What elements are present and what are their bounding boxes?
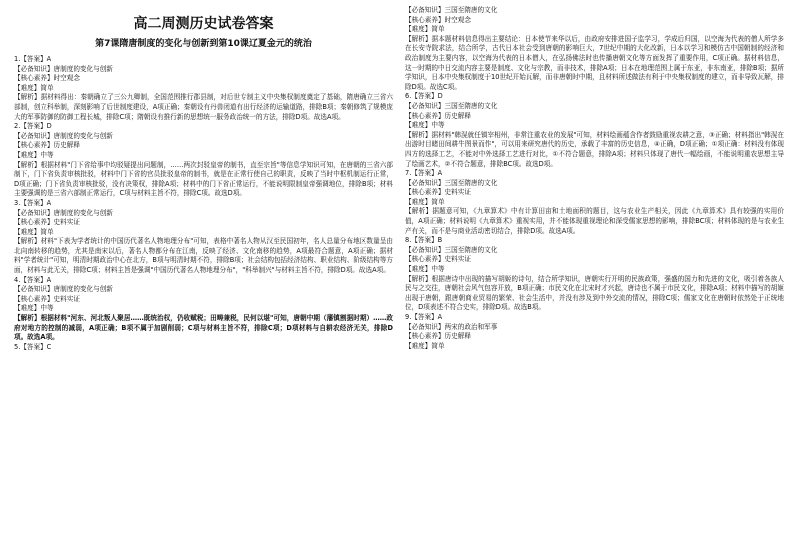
knowledge-line: 【必备知识】唐制度的变化与创新 bbox=[14, 64, 113, 73]
literacy-line: 【核心素养】史料实证 bbox=[405, 188, 471, 197]
literacy-line: 【核心素养】史料实证 bbox=[405, 255, 471, 264]
page-subtitle: 第7课隋唐制度的变化与创新到第10课辽夏金元的统治 bbox=[95, 39, 312, 49]
analysis-paragraph: 【解析】据本题材料信息得出主要结论：日本使节来华以后，由政府安排进国子监学习，学成后归国，以空海为代表的僧人所学多在长安寺院求法，结合所学，古代日本社会受到唐朝的影响巨大，7世纪中期的大化改新，日本以学习和模仿古中国朝制的经济和政治制度为主要内容，以空海为代表的日本僧人，在弘扬佛法时也传播唐朝文化等方面发挥了重要作用，C项正确。据材料信息，这一时期的中日交流内容主要是制度、文化与宗教，而非技术，排除A项；日本在地理范围上属于东亚，非东南亚，排除B项；据所学知识，日本中央集权制度于10世纪开始瓦解，而非唐朝时中期，且材料所述做法有利于中央集权制度的建立，而非导致瓦解，排除D项。故选C项。 bbox=[405, 34, 784, 91]
analysis-paragraph: 【解析】据题意可知，《九章算术》中有计算田亩和土地面积的题目，这与农业生产相关，因此《九章算术》具有较强的实用价值，A项正确；材料说明《九章算术》重视实用，并不能体现重视理论和深受儒家思想的影响，排除BC项；材料体现的是与农业生产有关，而不是与商业活动密切结合，排除D项。故选A项。 bbox=[405, 207, 784, 235]
literacy-line: 【核心素养】历史解释 bbox=[405, 332, 471, 341]
knowledge-line: 【必备知识】三国至隋唐的文化 bbox=[405, 6, 498, 14]
question-block-5 bbox=[14, 343, 393, 353]
knowledge-line: 【必备知识】唐制度的变化与创新 bbox=[14, 285, 113, 294]
answer-line: 4.【答案】A bbox=[14, 275, 52, 284]
difficulty-line: 【难度】简单 bbox=[14, 83, 54, 92]
literacy-line: 【核心素养】史料实证 bbox=[14, 218, 80, 227]
difficulty-line: 【难度】简单 bbox=[405, 197, 445, 206]
literacy-line: 【核心素养】史料实证 bbox=[14, 294, 80, 303]
answer-line: 5.【答案】C bbox=[14, 342, 52, 351]
answer-line: 7.【答案】A bbox=[405, 169, 443, 178]
literacy-line: 【核心素养】时空观念 bbox=[405, 15, 471, 24]
analysis-paragraph: 【解析】根据材料"河东、河北叛人聚居……既统治权，仍收赋税；田畴兼税，民何以堪"可知，唐朝中期（藩镇割据时期）……政府对地方的控制的减弱，A项正确；B项不属于加剧削弱；C项与材料主旨不符，排除C项；D项材料与自耕农经济无关，排除D项。故选A项。 bbox=[14, 314, 393, 342]
answer-line: 2.【答案】D bbox=[14, 122, 52, 131]
literacy-line: 【核心素养】历史解释 bbox=[14, 141, 80, 150]
difficulty-line: 【难度】中等 bbox=[14, 304, 54, 313]
difficulty-line: 【难度】简单 bbox=[14, 227, 54, 236]
question-block-5-cont bbox=[405, 6, 784, 92]
knowledge-line: 【必备知识】三国至隋唐的文化 bbox=[405, 245, 498, 254]
question-block-8 bbox=[405, 236, 784, 313]
literacy-line: 【核心素养】历史解释 bbox=[405, 111, 471, 120]
knowledge-line: 【必备知识】两宋的政治和军事 bbox=[405, 322, 498, 331]
difficulty-line: 【难度】中等 bbox=[405, 121, 445, 130]
question-block-3 bbox=[14, 199, 393, 276]
question-block-4 bbox=[14, 276, 393, 343]
difficulty-line: 【难度】中等 bbox=[14, 150, 54, 159]
knowledge-line: 【必备知识】唐制度的变化与创新 bbox=[14, 208, 113, 217]
answer-line: 1.【答案】A bbox=[14, 55, 52, 63]
analysis-paragraph: 【解析】据材料"韩滉就任镇宰相州，非常注重农业的发展"可知，材料绘画蕴含作者鼓励重视农耕之意，③正确；材料指出"韩滉在出游时目睹田间耕牛图景而作"，可以用来研究唐代的历史，承载了丰富的历史信息，④正确，D项正确；①项正确：材料没有体现四方的选择工艺，不能对中外选择工艺进行对比，①不符合题意，排除A项；材料只体现了唐代一幅绘画，不能说明重农思想主导了绘画艺术，②不符合题意，排除BC项。故选D项。 bbox=[405, 130, 784, 168]
knowledge-line: 【必备知识】三国至隋唐的文化 bbox=[405, 178, 498, 187]
answer-line: 8.【答案】B bbox=[405, 236, 443, 245]
answer-line: 3.【答案】A bbox=[14, 198, 52, 207]
page-title: 高二周测历史试卷答案 bbox=[133, 16, 274, 32]
knowledge-line: 【必备知识】三国至隋唐的文化 bbox=[405, 101, 498, 110]
question-block-7 bbox=[405, 169, 784, 236]
question-block-1 bbox=[14, 55, 393, 122]
difficulty-line: 【难度】中等 bbox=[405, 265, 445, 274]
question-block-2 bbox=[14, 122, 393, 199]
literacy-line: 【核心素养】时空观念 bbox=[14, 74, 80, 83]
analysis-paragraph: 【解析】根据材料"门下省给事中均驳疑提出问题制，……两次封驳皇帝的制书，直至宗旨"等信息学知识可知，在唐朝的三省六部制下，门下省负责审核批驳，材料中门下省的官员批驳皇帝的制书，就是在正常行使自己的职责，反映了当时中枢机制运行正常，D项正确；门下省负责审核批驳，没有决策权，排除A项；材料中的门下省正常运行，不能说明限制皇帝强调地位，排除B项；材料主要强调的是三省六部制正常运行，C项与材料主旨不符，排除C项。故选D项。 bbox=[14, 160, 393, 198]
analysis-paragraph: 【解析】根据唐诗中出现的描写胡姬的诗句，结合所学知识，唐朝实行开明的民族政策，强盛的国力和先进的文化，吸引着各族人民与之交往，唐朝社会风气包容开放，B项正确；市民文化在北宋时才兴起，唐诗也不属于市民文化，排除A项；材料中描写的胡姬出现于唐朝，跟唐朝商业贸易的繁荣、社会生活中，并没有涉及到中外交流的情况，排除C项；儒家文化在唐朝时依然处于正统地位，D项表述不符合史实，排除D项。故选B项。 bbox=[405, 274, 784, 312]
right-column bbox=[405, 6, 784, 560]
answer-line: 6.【答案】D bbox=[405, 92, 443, 101]
answer-line: 9.【答案】A bbox=[405, 313, 443, 321]
left-column bbox=[14, 6, 393, 560]
analysis-paragraph: 【解析】据材料得出：秦朝确立了三公九卿制，全国范围推行郡县制，对后世专制主义中央集权制度奠定了基础，隋唐确立三省六部制，创立科举制，深刻影响了后世制度建设，A项正确；秦朝设有丹兽闭道有出行经济的运输道路，排除B项；秦朝修筑了规模庞大的军事防御的防御工程长城，排除C项；隋朝设有推行新的思想统一服务政治统一的方法，排除D项。故选A项。 bbox=[14, 93, 393, 121]
question-block-6 bbox=[405, 92, 784, 169]
question-block-9 bbox=[405, 313, 784, 351]
difficulty-line: 【难度】简单 bbox=[405, 25, 445, 34]
knowledge-line: 【必备知识】唐制度的变化与创新 bbox=[14, 131, 113, 140]
difficulty-line: 【难度】简单 bbox=[405, 341, 445, 350]
analysis-paragraph: 【解析】材料"下表为学者统计的中国历代著名人物地理分布"可知，表格中著名人物从汉至民国初年，名人总量分布地区数量呈由北向南转移的趋势，尤其是南宋以后，著名人物都分布在江南，反映了经济、文化南移的趋势，A项最符合题意，A项正确；据材料"学者统计"可知，明清时期政治中心在北方，B项与明清时期不符，排除B项；社会结构包括经济结构、职业结构、阶级结构等方面，材料与此无关，排除C项；材料主旨是强调"中国历代著名人物地理分布"，"科举制兴"与材料主旨不符，排除D项。故选A项。 bbox=[14, 237, 393, 275]
